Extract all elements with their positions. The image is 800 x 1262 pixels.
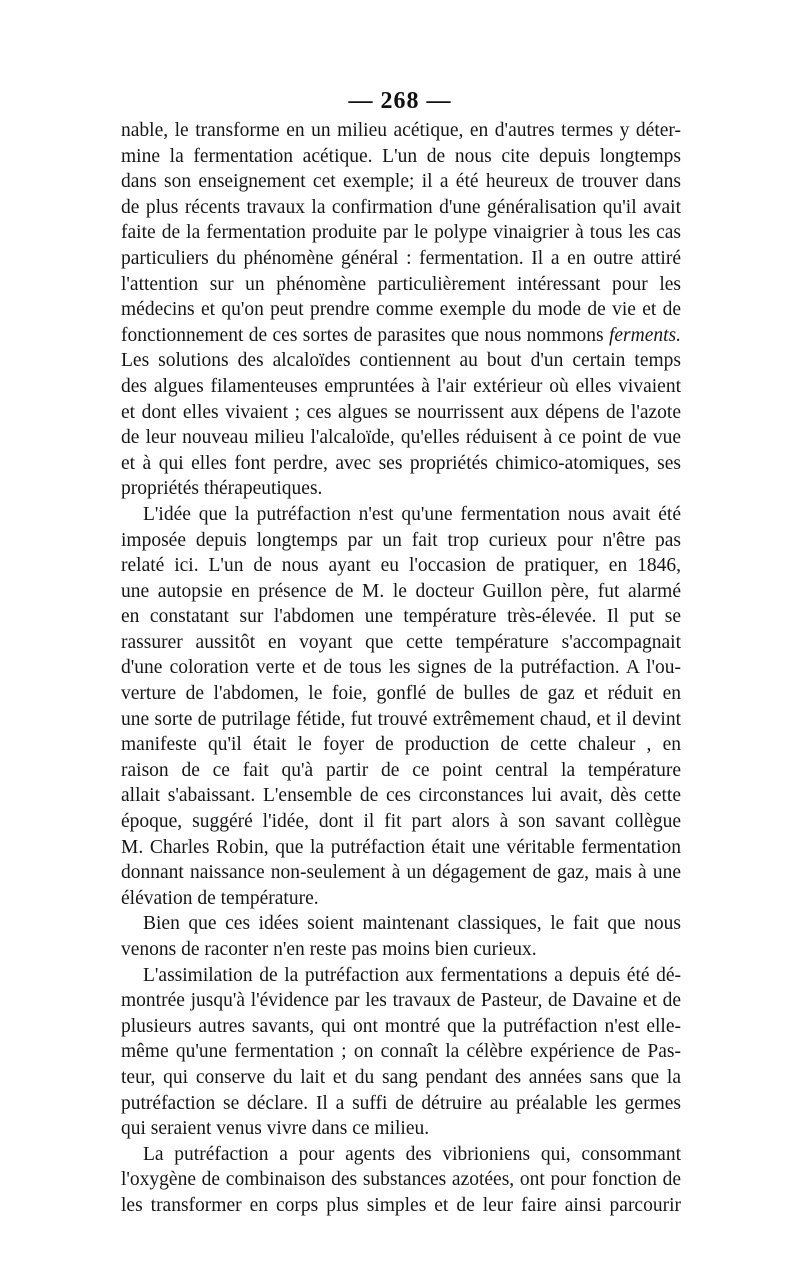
text-line: relaté ici. L'un de nous ayant eu l'occasion de pratiquer, en 1846, [121, 555, 681, 577]
text-line: rassurer aussitôt en voyant que cette température s'accompagnait [121, 631, 681, 653]
text-line: manifeste qu'il était le foyer de production de cette chaleur , en [121, 734, 681, 756]
text-line: La putréfaction a pour agents des vibrioniens qui, consommant [143, 1143, 681, 1165]
page-number: — 268 — [348, 88, 452, 114]
text-line: des algues filamenteuses empruntées à l'air extérieur où elles vivaient [121, 375, 681, 397]
text-line: Bien que ces idées soient maintenant classiques, le fait que nous [143, 913, 681, 935]
text-line: raison de ce fait qu'à partir de ce point central la température [121, 759, 681, 781]
text-line: même qu'une fermentation ; on connaît la célèbre expérience de Pas- [121, 1041, 681, 1063]
text-line: d'une coloration verte et de tous les signes de la putréfaction. A l'ou- [121, 657, 681, 679]
text-line: dans son enseignement cet exemple; il a été heureux de trouver dans [121, 171, 681, 193]
text-line: putréfaction se déclare. Il a suffi de détruire au préalable les germes [121, 1092, 681, 1114]
text-line: L'idée que la putréfaction n'est qu'une fermentation nous avait été [143, 503, 681, 525]
text-line: verture de l'abdomen, le foie, gonflé de bulles de gaz et réduit en [121, 683, 681, 705]
text-line: faite de la fermentation produite par le polype vinaigrier à tous les cas [121, 222, 681, 244]
text-line: de plus récents travaux la confirmation d'une généralisation qu'il avait [121, 196, 681, 218]
text-line: montrée jusqu'à l'évidence par les travaux de Pasteur, de Davaine et de [121, 990, 681, 1012]
text-line: venons de raconter n'en reste pas moins bien curieux. [121, 939, 537, 960]
text-line: en constatant sur l'abdomen une température très-élevée. Il put se [121, 606, 681, 628]
text-line: nable, le transforme en un milieu acétique, en d'autres termes y déter- [121, 120, 681, 141]
body-text [121, 118, 681, 1219]
text-line: l'oxygène de combinaison des substances azotées, ont pour fonction de [121, 1169, 681, 1191]
text-line: l'attention sur un phénomène particulièrement intéressant pour les [121, 273, 681, 295]
text-line: et à qui elles font perdre, avec ses propriétés chimico-atomiques, ses [121, 452, 681, 474]
text-line: de leur nouveau milieu l'alcaloïde, qu'elles réduisent à ce point de vue [121, 427, 681, 449]
text-line: particuliers du phénomène général : fermentation. Il a en outre attiré [121, 247, 681, 269]
text-line: imposée depuis longtemps par un fait trop curieux pour n'être pas [121, 529, 681, 551]
text-line: médecins et qu'on peut prendre comme exemple du mode de vie et de [121, 299, 681, 321]
text-line: teur, qui conserve du lait et du sang pendant des années sans que la [121, 1066, 681, 1088]
text-line: une sorte de putrilage fétide, fut trouvé extrêmement chaud, et il devint [121, 708, 681, 730]
text-line: Les solutions des alcaloïdes contiennent au bout d'un certain temps [121, 350, 681, 372]
text-line: époque, suggéré l'idée, dont il fit part alors à son savant collègue [121, 811, 681, 833]
text-line: donnant naissance non-seulement à un dégagement de gaz, mais à une [121, 862, 681, 884]
text-line: fonctionnement de ces sortes de parasites que nous nommons ferments. [121, 324, 681, 346]
text-line: propriétés thérapeutiques. [121, 478, 323, 500]
text-line: et dont elles vivaient ; ces algues se nourrissent aux dépens de l'azote [121, 401, 681, 423]
text-line: élévation de température. [121, 887, 319, 909]
text-line: qui seraient venus vivre dans ce milieu. [121, 1118, 430, 1140]
text-line: allait s'abaissant. L'ensemble de ces circonstances lui avait, dès cette [121, 785, 681, 807]
text-line: mine la fermentation acétique. L'un de nous cite depuis longtemps [121, 145, 681, 167]
text-line: M. Charles Robin, que la putréfaction était une véritable fermentation [121, 836, 681, 858]
text-line: L'assimilation de la putréfaction aux fermentations a depuis été dé- [143, 964, 681, 986]
text-line: les transformer en corps plus simples et de leur faire ainsi parcourir [121, 1194, 681, 1216]
text-line: plusieurs autres savants, qui ont montré que la putréfaction n'est elle- [121, 1015, 681, 1037]
text-line: une autopsie en présence de M. le docteur Guillon père, fut alarmé [121, 580, 681, 602]
